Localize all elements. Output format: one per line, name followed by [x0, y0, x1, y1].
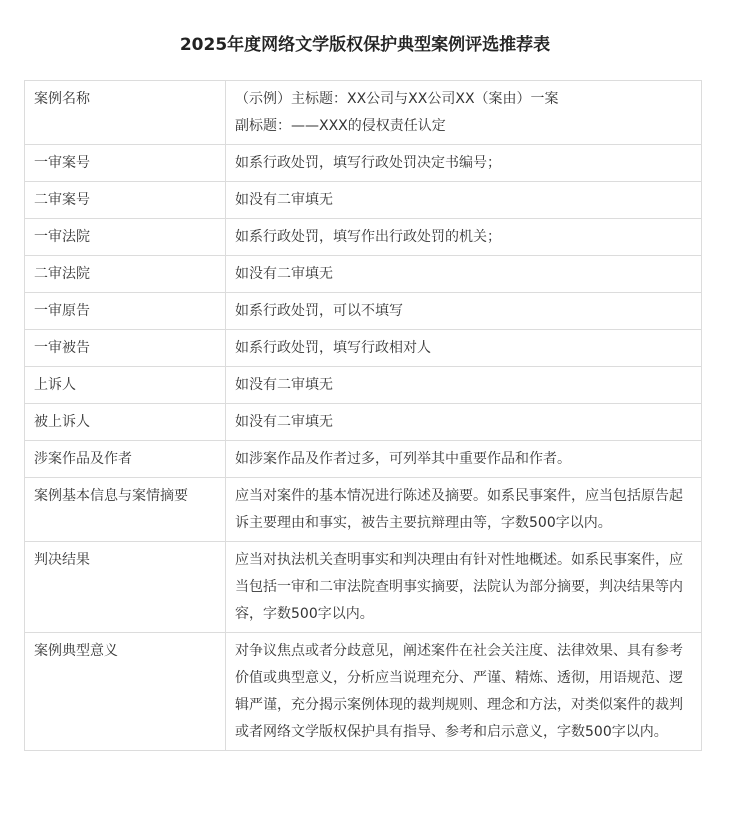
row-value: 如涉案作品及作者过多，可列举其中重要作品和作者。 — [226, 441, 702, 478]
row-label: 判决结果 — [25, 542, 226, 633]
table-row — [25, 542, 702, 633]
row-label: 一审案号 — [25, 145, 226, 182]
table-row — [25, 81, 702, 145]
row-label: 上诉人 — [25, 367, 226, 404]
row-label: 一审法院 — [25, 219, 226, 256]
subtitle-example: 副标题：——XXX的侵权责任认定 — [235, 118, 446, 134]
row-value: 如系行政处罚，填写行政处罚决定书编号； — [226, 145, 702, 182]
table-row — [25, 478, 702, 542]
recommendation-form-table — [24, 80, 702, 751]
table-row — [25, 404, 702, 441]
main-title-example: （示例）主标题：XX公司与XX公司XX（案由）一案 — [235, 91, 559, 107]
row-label: 案例名称 — [25, 81, 226, 145]
table-row — [25, 441, 702, 478]
table-row — [25, 367, 702, 404]
row-value: 如没有二审填无 — [226, 404, 702, 441]
row-label: 一审原告 — [25, 293, 226, 330]
row-value: 如系行政处罚，可以不填写 — [226, 293, 702, 330]
document-title: 2025年度网络文学版权保护典型案例评选推荐表 — [179, 35, 551, 55]
table-row — [25, 145, 702, 182]
row-value: 应当对执法机关查明事实和判决理由有针对性地概述。如系民事案件，应当包括一审和二审法院查明事实摘要，法院认为部分摘要，判决结果等内容，字数500字以内。 — [226, 542, 702, 633]
table-row — [25, 182, 702, 219]
row-value: 如系行政处罚，填写作出行政处罚的机关； — [226, 219, 702, 256]
row-value: 如没有二审填无 — [226, 367, 702, 404]
row-label: 二审案号 — [25, 182, 226, 219]
table-row — [25, 633, 702, 751]
row-label: 案例典型意义 — [25, 633, 226, 751]
row-value: 应当对案件的基本情况进行陈述及摘要。如系民事案件，应当包括原告起诉主要理由和事实，被告主要抗辩理由等，字数500字以内。 — [226, 478, 702, 542]
row-value: 如没有二审填无 — [226, 182, 702, 219]
row-value: 对争议焦点或者分歧意见，阐述案件在社会关注度、法律效果、具有参考价值或典型意义，分析应当说理充分、严谨、精炼、透彻，用语规范、逻辑严谨，充分揭示案例体现的裁判规则、理念和方法，对类似案件的裁判或者网络文学版权保护具有指导、参考和启示意义，字数500字以内。 — [226, 633, 702, 751]
table-row — [25, 293, 702, 330]
row-label: 案例基本信息与案情摘要 — [25, 478, 226, 542]
row-label: 二审法院 — [25, 256, 226, 293]
table-row — [25, 219, 702, 256]
row-value: 如没有二审填无 — [226, 256, 702, 293]
row-value — [226, 81, 702, 145]
row-label: 一审被告 — [25, 330, 226, 367]
row-label: 涉案作品及作者 — [25, 441, 226, 478]
row-value: 如系行政处罚，填写行政相对人 — [226, 330, 702, 367]
row-label: 被上诉人 — [25, 404, 226, 441]
table-row — [25, 330, 702, 367]
table-row — [25, 256, 702, 293]
